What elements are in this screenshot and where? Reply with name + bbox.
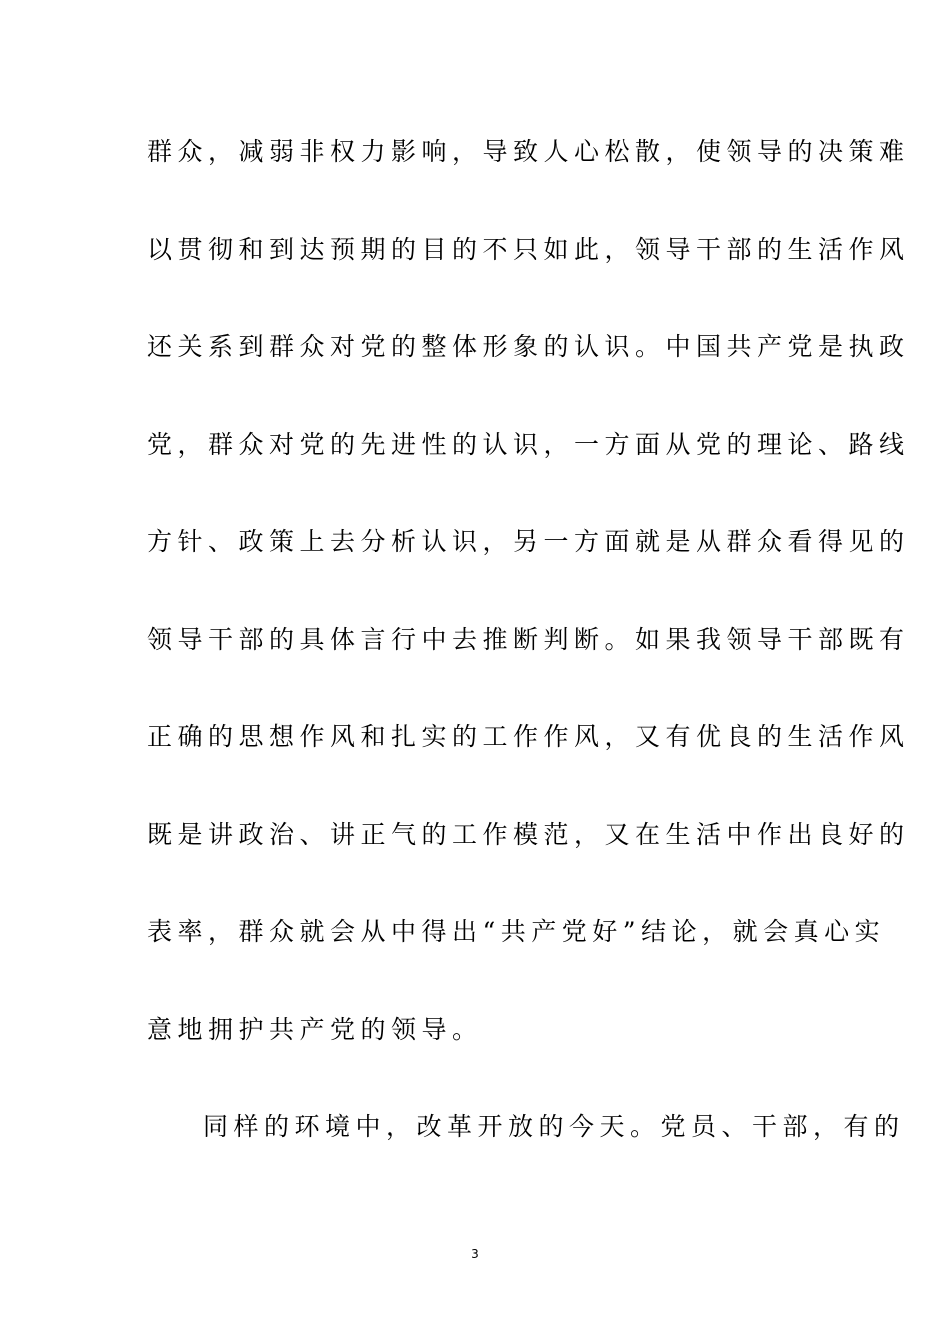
text-line-9: 表率，群众就会从中得出“共产党好”结论，就会真心实 — [147, 917, 886, 946]
text-line-10: 意地拥护共产党的领导。 — [147, 1014, 483, 1044]
text-line-2: 以贯彻和到达预期的目的不只如此，领导干部的生活作风 — [147, 234, 910, 264]
text-line-8: 既是讲政治、讲正气的工作模范，又在生活中作出良好的 — [147, 819, 910, 849]
text-line-5: 方针、政策上去分析认识，另一方面就是从群众看得见的 — [147, 527, 910, 556]
text-line-4: 党，群众对党的先进性的认识，一方面从党的理论、路线 — [147, 429, 910, 459]
page-number: 3 — [471, 1247, 479, 1261]
paragraph-start-line: 同样的环境中，改革开放的今天。党员、干部，有的 — [203, 1112, 905, 1141]
text-line-1: 群众，减弱非权力影响，导致人心松散，使领导的决策难 — [147, 137, 910, 166]
text-line-3: 还关系到群众对党的整体形象的认识。中国共产党是执政 — [147, 332, 910, 361]
text-line-6: 领导干部的具体言行中去推断判断。如果我领导干部既有 — [147, 624, 910, 654]
text-line-7: 正确的思想作风和扎实的工作作风，又有优良的生活作风 — [147, 722, 910, 751]
body-text — [147, 128, 910, 1201]
